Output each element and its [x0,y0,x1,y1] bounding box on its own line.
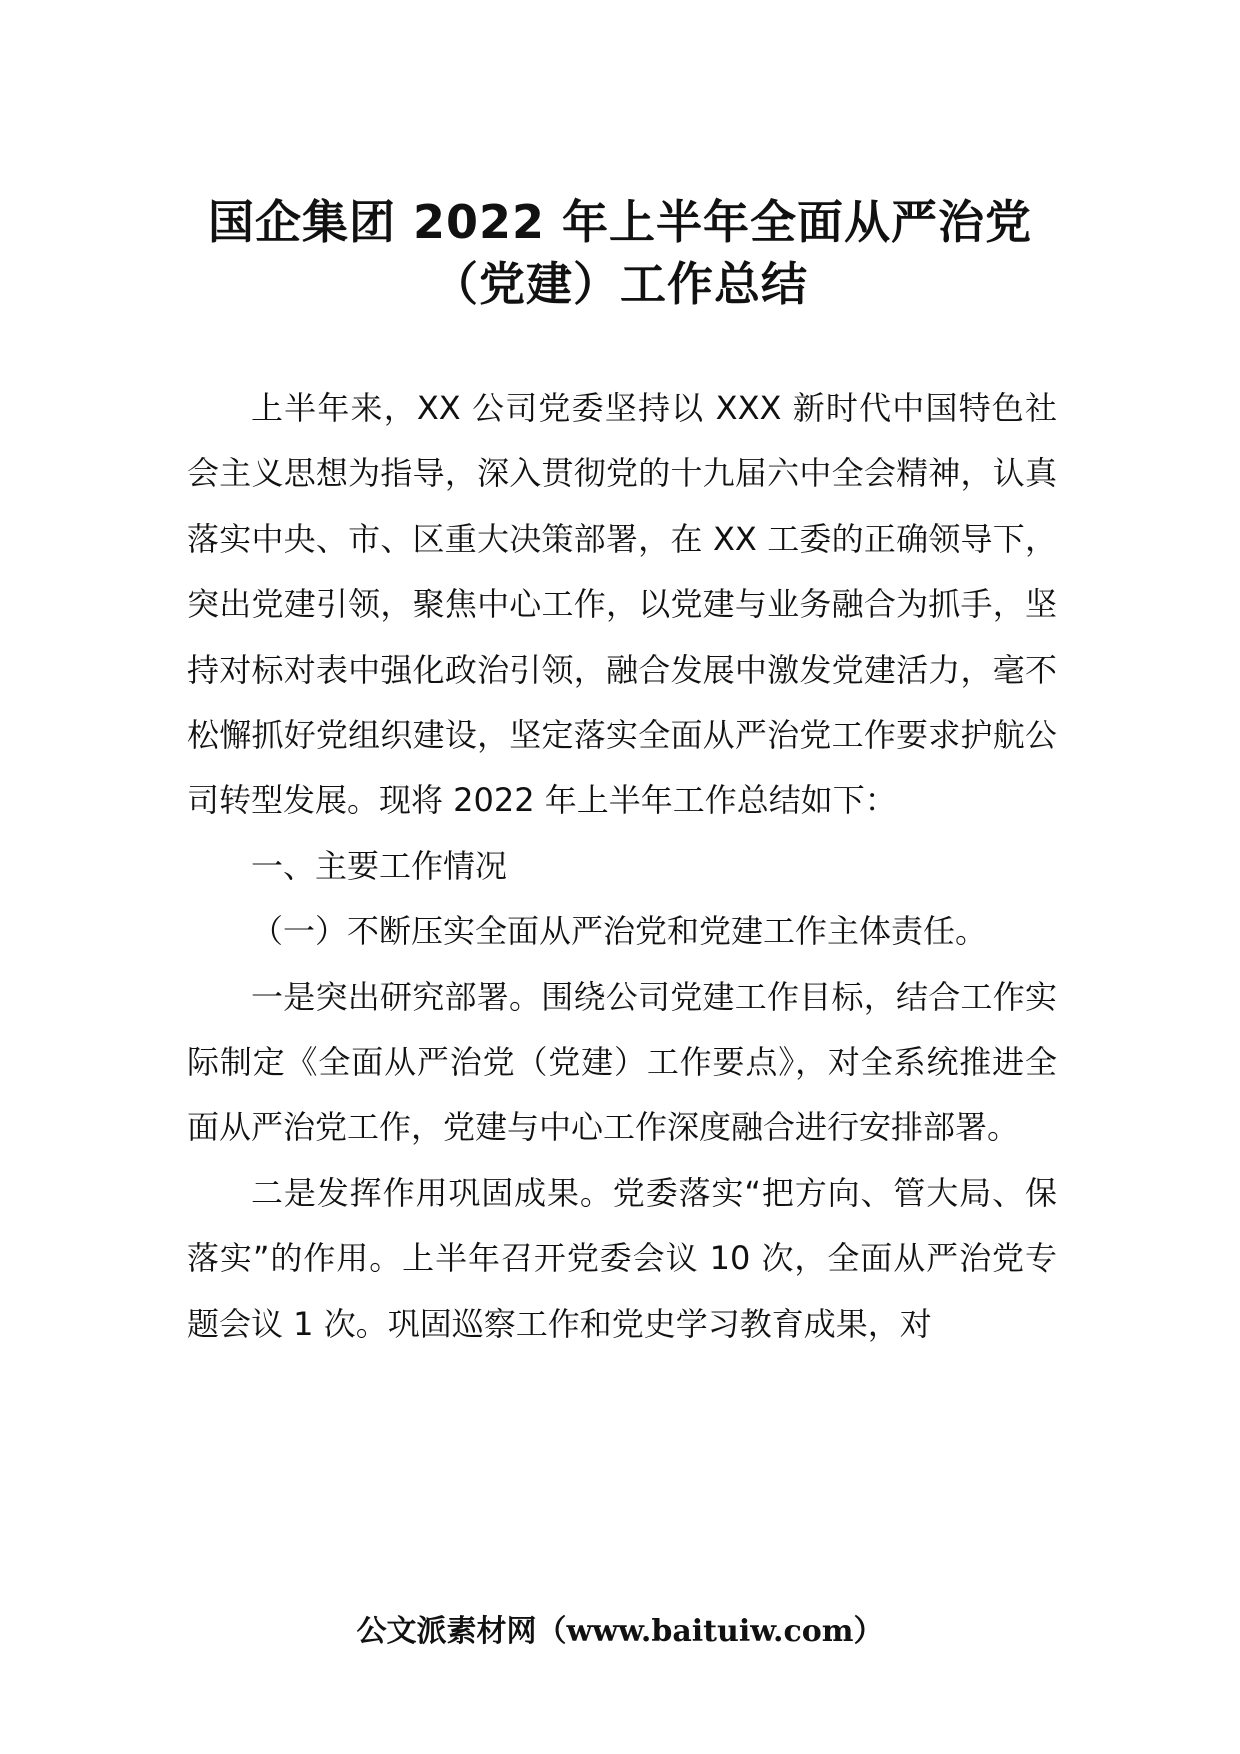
section-heading: 一、主要工作情况 [251,846,508,885]
footer-watermark: 公文派素材网（www.baituiw.com） [356,1614,884,1649]
document-title-line-1: 国企集团 2022 年上半年全面从严治党 [207,195,1033,249]
subsection-heading: （一）不断压实全面从严治党和党建工作主体责任。 [251,912,988,951]
body-paragraph: 二是发挥作用巩固成果。党委落实“把方向、管大局、保落实”的作用。上半年召开党委会议 10 次，全面从严治党专题会议 1 次。巩固巡察工作和党史学习教育成果，对 [187,1173,1057,1343]
intro-paragraph: 上半年来，XX 公司党委坚持以 XXX 新时代中国特色社会主义思想为指导，深入贯彻党的十九届六中全会精神，认真落实中央、市、区重大决策部署，在 XX 工委的正确领导下，突出党建引领，聚焦中心工作，以党建与业务融合为抓手，坚持对标对表中强化政治引领，融合发展中激发党建活力，毫不松懈抓好党组织建设，坚定落实全面从严治党工作要求护航公司转型发展。现将 2022 年上半年工作总结如下： [187,389,1057,820]
body-paragraph: 一是突出研究部署。围绕公司党建工作目标，结合工作实际制定《全面从严治党（党建）工作要点》，对全系统推进全面从严治党工作，党建与中心工作深度融合进行安排部署。 [187,977,1057,1147]
document-body [187,376,1057,1357]
document-title-line-2: （党建）工作总结 [432,257,808,311]
